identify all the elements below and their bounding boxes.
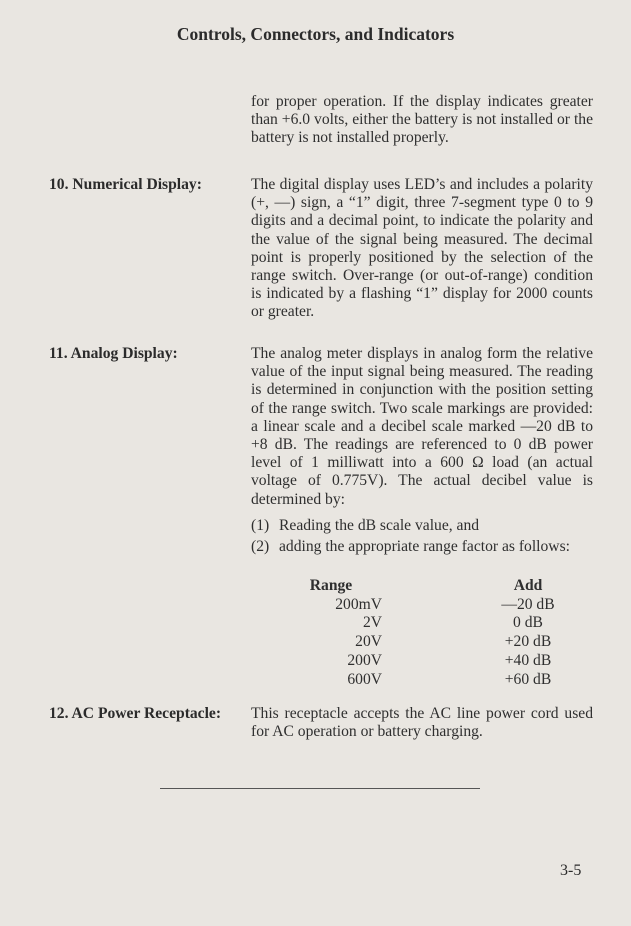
range-column-header: Range <box>309 577 353 594</box>
table-row <box>280 652 564 671</box>
item-11-steps <box>251 517 593 556</box>
range-cell: 200V <box>347 651 382 669</box>
range-cell: 20V <box>355 633 382 651</box>
add-cell: +60 dB <box>504 670 552 688</box>
list-item-text: Reading the dB scale value, and <box>279 517 480 534</box>
list-item <box>251 538 593 556</box>
add-cell: 0 dB <box>513 614 543 632</box>
table-row <box>280 614 564 633</box>
continuation-paragraph: for proper operation. If the display indicates greater than +6.0 volts, either the battery is not installed or the battery is not installed properly. <box>251 93 593 147</box>
add-column-header: Add <box>513 577 543 594</box>
item-12-label: 12. AC Power Receptacle: <box>49 705 222 722</box>
table-row <box>280 633 564 652</box>
range-cell: 2V <box>362 614 382 632</box>
table-row <box>280 671 564 690</box>
item-11-label: 11. Analog Display: <box>49 345 178 362</box>
item-12-text: This receptacle accepts the AC line power cord used for AC operation or battery charging. <box>251 705 593 741</box>
range-cell: 600V <box>347 670 382 688</box>
item-11-text: The analog meter displays in analog form the relative value of the input signal being measured. The reading is determined in conjunction with the position setting of the range switch. Two scale markings are provided: a linear scale and a decibel scale marked —20 dB to +8 dB. The readings are referenced to 0 dB power level of 1 milliwatt into a 600 Ω load (an actual voltage of 0.775V). The actual decibel value is determined by: <box>251 345 593 508</box>
list-item-number: (2) <box>251 538 270 556</box>
footer-rule <box>160 788 480 789</box>
range-cell: 200mV <box>335 595 382 613</box>
item-10-label: 10. Numerical Display: <box>49 176 202 193</box>
list-item <box>251 517 593 535</box>
page-header: Controls, Connectors, and Indicators <box>176 24 455 44</box>
add-cell: +40 dB <box>504 651 552 669</box>
add-cell: —20 dB <box>501 595 555 613</box>
range-factor-table <box>280 577 564 689</box>
table-header-row <box>280 577 564 596</box>
list-item-number: (1) <box>251 517 270 534</box>
item-10-text: The digital display uses LED’s and includes a polarity (+, —) sign, a “1” digit, three 7-segment type 0 to 9 digits and a decimal point, to indicate the polarity and the value of the signal being measured. The decimal point is properly positioned by the selection of the range switch. Over-range (or out-of-range) condition is indicated by a flashing “1” display for 2000 counts or greater. <box>251 176 593 321</box>
page-number: 3-5 <box>560 862 582 879</box>
list-item-text: adding the appropriate range factor as follows: <box>279 538 570 556</box>
table-row <box>280 596 564 615</box>
add-cell: +20 dB <box>504 633 552 651</box>
